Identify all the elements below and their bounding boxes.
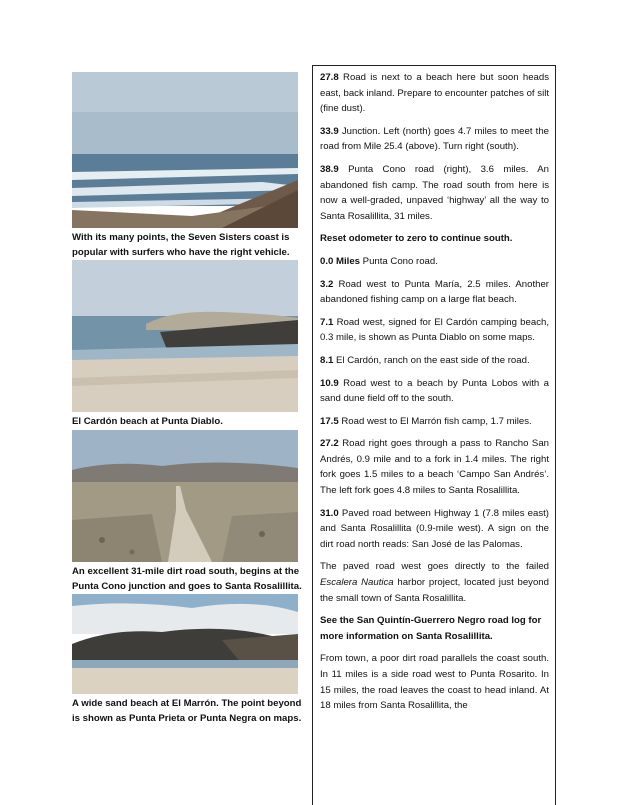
caption-el-marron: A wide sand beach at El Marrón. The point beyond is shown as Punta Prieta or Punta Negra on maps. [72, 698, 302, 724]
photo-seven-sisters-coast [72, 72, 298, 228]
log-entry: 3.2 Road west to Punta María, 2.5 miles. Another abandoned fishing camp on a large flat beach. [320, 278, 549, 306]
caption-el-cardon: El Cardón beach at Punta Diablo. [72, 416, 223, 427]
caption-seven-sisters: With its many points, the Seven Sisters coast is popular with surfers who have the right vehicle. [72, 232, 290, 258]
log-entry: 38.9 Punta Cono road (right), 3.6 miles. An abandoned fish camp. The road south from here is now a well-graded, unpaved ‘highway’ all the way to Santa Rosalillita, 31 miles. [320, 163, 549, 222]
harbor-paragraph: The paved road west goes directly to the failed Escalera Nautica harbor project, located just beyond the small town of Santa Rosalillita. [320, 561, 549, 604]
log-entry: 33.9 Junction. Left (north) goes 4.7 miles to meet the road from Mile 25.4 (above). Turn right (south). [320, 125, 549, 153]
reset-odometer-note: Reset odometer to zero to continue south. [320, 233, 513, 245]
log-entry: 27.2 Road right goes through a pass to Rancho San Andrés, 0.9 mile and to a fork in 1.4 miles. The right fork goes 1.5 miles to a beach ‘Campo San Andrés’. The left fork goes 4.8 miles to Santa Rosalillita. [320, 438, 549, 497]
road-log-panel [312, 65, 556, 805]
log-entry: 8.1 El Cardón, ranch on the east side of the road. [320, 354, 530, 366]
caption-dirt-road: An excellent 31-mile dirt road south, begins at the Punta Cono junction and goes to Santa Rosalillita. [72, 566, 302, 592]
photo-dirt-road-south [72, 430, 298, 562]
log-entry: 10.9 Road west to a beach by Punta Lobos with a sand dune field off to the south. [320, 377, 549, 405]
log-entry: 17.5 Road west to El Marrón fish camp, 1.7 miles. [320, 415, 532, 427]
see-also-note: See the San Quintín-Guerrero Negro road log for more information on Santa Rosalillita. [320, 615, 542, 642]
photo-el-marron-beach [72, 594, 298, 694]
log-entry: 27.8 Road is next to a beach here but soon heads east, back inland. Prepare to encounter patches of silt (fine dust). [320, 72, 549, 115]
log-entry: 7.1 Road west, signed for El Cardón camping beach, 0.3 mile, is shown as Punta Diablo on some maps. [320, 316, 549, 344]
log-entry: 31.0 Paved road between Highway 1 (7.8 miles east) and Santa Rosalillita (0.9-mile west). A sign on the dirt road north reads: San José de las Palomas. [320, 507, 549, 550]
log-entry: 0.0 Miles Punta Cono road. [320, 255, 438, 267]
closing-paragraph: From town, a poor dirt road parallels the coast south. In 11 miles is a side road west to Punta Rosarito. In 15 miles, the road leaves the coast to head inland. At 18 miles from Santa Rosalillita, the [320, 653, 549, 712]
photo-el-cardon-beach [72, 260, 298, 412]
